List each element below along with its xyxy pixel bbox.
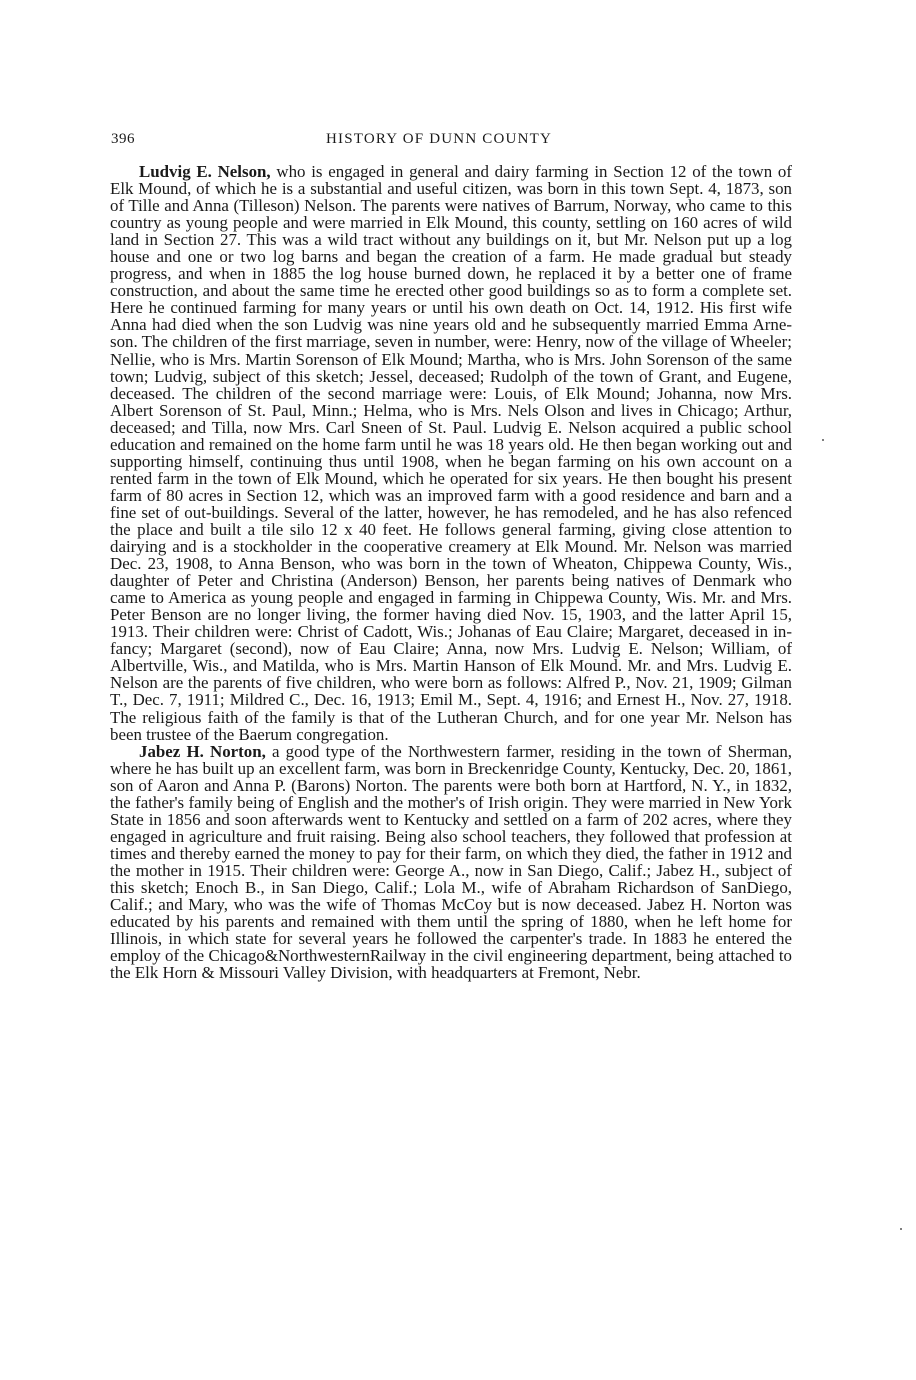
entry-text: who is engaged in general and dairy farming in Section 12 of the town of Elk Mound, of which he is a substantial and useful citizen, was born in this town Sept. 4, 1873, son of Tille and Anna (Tilleson) Nelson. The parents were natives of Barrum, Norway, who came to this country as young people and were married in Elk Mound, this county, settling on 160 acres of wild land in Section 27. This was a wild tract without any buildings on it, but Mr. Nelson put up a log house and one or two log barns and began the creation of a farm. He made gradual but steady progress, and when in 1885 the log house burned down, he replaced it by a better one of frame construction, and about the same time he erected other good buildings so as to form a complete set. Here he continued farming for many years or until his own death on Oct. 14, 1912. His first wife Anna had died when the son Ludvig was nine years old and he subsequently married Emma Arneson. The children of the first marriage, seven in number, were: Henry, now of the village of Wheeler; Nellie, who is Mrs. Martin Sorenson of Elk Mound; Martha, who is Mrs. John Sorenson of the same town; Ludvig, subject of this sketch; Jessel, deceased; Rudolph of the town of Grant, and Eugene, deceased. The children of the second marriage were: Louis, of Elk Mound; Johanna, now Mrs. Albert Sorenson of St. Paul, Minn.; Helma, who is Mrs. Nels Olson and lives in Chicago; Arthur, deceased; and Tilla, now Mrs. Carl Sneen of St. Paul. Ludvig E. Nelson acquired a public school education and remained on the home farm until he was 18 years old. He then began working out and supporting himself, continuing thus until 1908, when he began farming on his own account on a rented farm in the town of Elk Mound, which he operated for six years. He then bought his present farm of 80 acres in Section 12, which was an improved farm with a good residence and barn and a fine set of out-buildings. Several of the latter, however, he has remodeled, and he has also refenced the place and built a tile silo 12 x 40 feet. He follows general farming, giving close attention to dairying and is a stockholder in the cooperative creamery at Elk Mound. Mr. Nelson was married Dec. 23, 1908, to Anna Benson, who was born in the town of Wheaton, Chippewa County, Wis., daughter of Peter and Christina (Anderson) Benson, her parents being natives of Denmark who came to America as young people and engaged in farming in Chippewa County, Wis. Mr. and Mrs. Peter Benson are no longer living, the former having died Nov. 15, 1903, and the latter April 15, 1913. Their children were: Christ of Cadott, Wis.; Johanas of Eau Claire; Margaret, deceased in infancy; Margaret (second), now of Eau Claire; Anna, now Mrs. Ludvig E. Nelson; William, of Albertville, Wis., and Matilda, who is Mrs. Martin Hanson of Elk Mound. Mr. and Mrs. Ludvig E. Nelson are the parents of five children, who were born as follows: Alfred P., Nov. 21, 1909; Gilman T., Dec. 7, 1911; Mildred C., Dec. 16, 1913; Emil M., Sept. 4, 1916; and Ernest H., Nov. 27, 1918. The religious faith of the family is that of the Lutheran Church, and for one year Mr. Nelson has been trustee of the Baerum congregation. [110,162,793,744]
entry-name: Jabez H. Norton, [139,741,266,761]
running-head: HISTORY OF DUNN COUNTY [326,131,552,147]
scan-speck [900,1228,902,1230]
body-text [110,163,792,981]
entry-name: Ludvig E. Nelson, [139,162,271,181]
page-number: 396 [111,131,135,147]
entry-ludvig-nelson [110,163,792,743]
entry-jabez-norton [110,743,792,982]
entry-text: a good type of the Northwestern farmer, residing in the town of Sherman, where he has built up an excellent farm, was born in Breckenridge County, Kentucky, Dec. 20, 1861, son of Aaron and Anna P. (Barons) Norton. The parents were both born at Hartford, N. Y., in 1832, the father's family being of English and the mother's of Irish origin. They were married in New York State in 1856 and soon afterwards went to Kentucky and settled on a farm of 202 acres, where they engaged in agriculture and fruit raising. Being also school teachers, they followed that profession at times and thereby earned the money to pay for their farm, on which they died, the father in 1912 and the mother in 1915. Their children were: George A., now in San Diego, Calif.; Jabez H., subject of this sketch; Enoch B., in San Diego, Calif.; Lola M., wife of Abraham Richardson of SanDiego, Calif.; and Mary, who was the wife of Thomas McCoy but is now deceased. Jabez H. Norton was educated by his parents and remained with them until the spring of 1880, when he left home for Illinois, in which state for several years he followed the carpenter's trade. In 1883 he entered the employ of the Chicago&NorthwesternRailway in the civil engineering department, being attached to the Elk Horn & Missouri Valley Division, with headquarters at Fremont, Nebr. [110,741,792,983]
scan-speck [822,439,824,441]
